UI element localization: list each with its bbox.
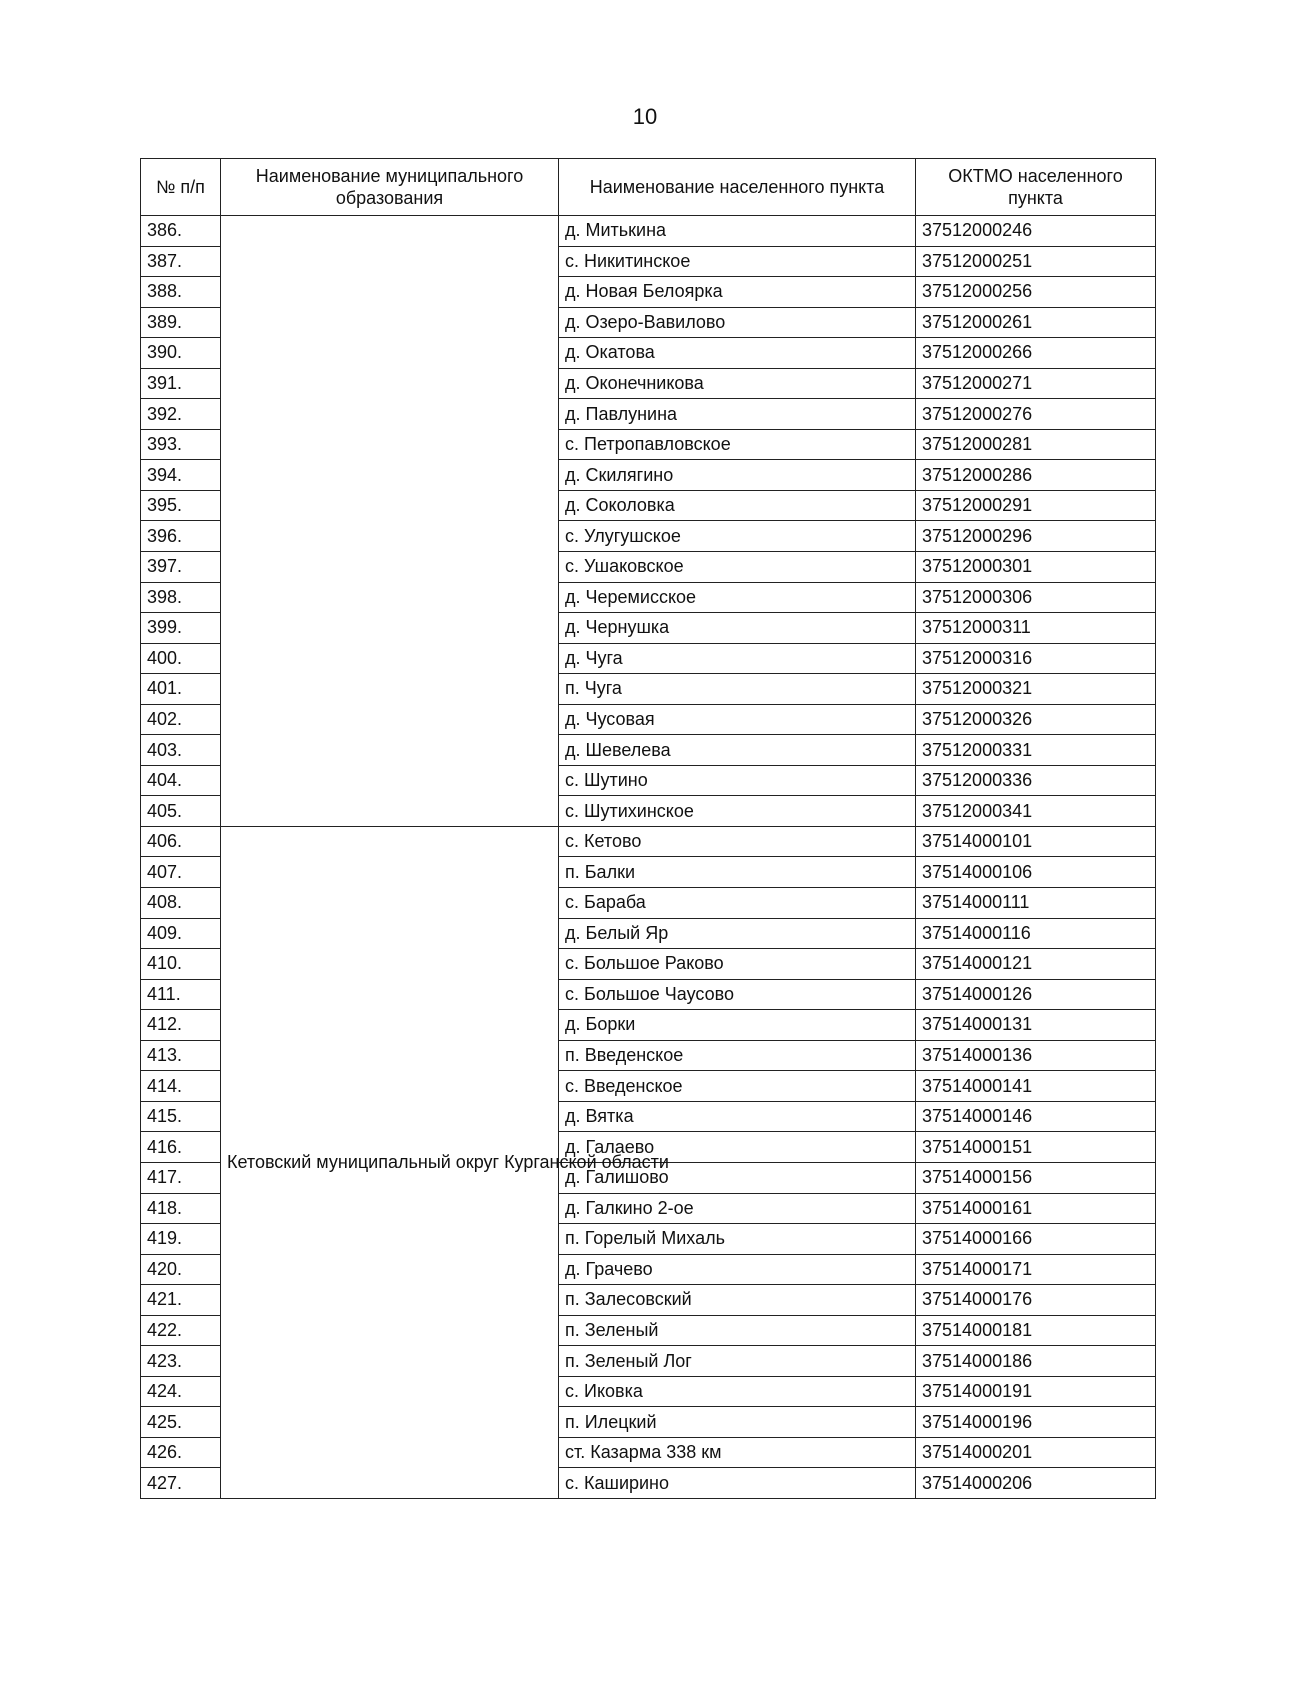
oktmo-code: 37512000291: [916, 490, 1156, 521]
oktmo-code: 37514000181: [916, 1315, 1156, 1346]
row-number: 393.: [141, 429, 221, 460]
oktmo-code: 37514000191: [916, 1376, 1156, 1407]
row-number: 409.: [141, 918, 221, 949]
row-number: 387.: [141, 246, 221, 277]
oktmo-code: 37512000336: [916, 765, 1156, 796]
settlement-name: д. Борки: [559, 1010, 916, 1041]
oktmo-code: 37512000246: [916, 216, 1156, 247]
row-number: 397.: [141, 552, 221, 583]
table-body: [141, 216, 1156, 1499]
settlement-name: с. Большое Раково: [559, 949, 916, 980]
table-header: [141, 159, 1156, 216]
municipality-cell: [221, 216, 559, 827]
row-number: 418.: [141, 1193, 221, 1224]
settlement-name: д. Скилягино: [559, 460, 916, 491]
settlement-name: д. Вятка: [559, 1101, 916, 1132]
settlement-name: д. Павлунина: [559, 399, 916, 430]
row-number: 425.: [141, 1407, 221, 1438]
settlement-name: п. Залесовский: [559, 1285, 916, 1316]
row-number: 427.: [141, 1468, 221, 1499]
settlement-name: д. Чусовая: [559, 704, 916, 735]
settlement-name: с. Петропавловское: [559, 429, 916, 460]
settlement-name: д. Грачево: [559, 1254, 916, 1285]
oktmo-code: 37514000166: [916, 1224, 1156, 1255]
oktmo-code: 37514000126: [916, 979, 1156, 1010]
oktmo-code: 37512000311: [916, 613, 1156, 644]
header-oktmo: ОКТМО населенного пункта: [916, 159, 1156, 216]
row-number: 394.: [141, 460, 221, 491]
row-number: 391.: [141, 368, 221, 399]
row-number: 392.: [141, 399, 221, 430]
settlement-name: д. Озеро-Вавилово: [559, 307, 916, 338]
row-number: 416.: [141, 1132, 221, 1163]
oktmo-code: 37512000266: [916, 338, 1156, 369]
oktmo-code: 37514000171: [916, 1254, 1156, 1285]
settlement-name: ст. Казарма 338 км: [559, 1437, 916, 1468]
oktmo-code: 37512000321: [916, 674, 1156, 705]
settlement-name: с. Введенское: [559, 1071, 916, 1102]
row-number: 401.: [141, 674, 221, 705]
oktmo-code: 37514000111: [916, 888, 1156, 919]
row-number: 398.: [141, 582, 221, 613]
row-number: 396.: [141, 521, 221, 552]
row-number: 423.: [141, 1346, 221, 1377]
settlement-name: д. Соколовка: [559, 490, 916, 521]
settlement-name: с. Большое Чаусово: [559, 979, 916, 1010]
oktmo-code: 37514000136: [916, 1040, 1156, 1071]
municipality-cell: Кетовский муниципальный округ Курганской области: [221, 826, 559, 1498]
oktmo-code: 37514000141: [916, 1071, 1156, 1102]
oktmo-code: 37514000121: [916, 949, 1156, 980]
oktmo-code: 37512000251: [916, 246, 1156, 277]
row-number: 399.: [141, 613, 221, 644]
oktmo-code: 37514000101: [916, 826, 1156, 857]
settlement-name: п. Балки: [559, 857, 916, 888]
row-number: 424.: [141, 1376, 221, 1407]
settlement-name: д. Галишово: [559, 1162, 916, 1193]
row-number: 412.: [141, 1010, 221, 1041]
oktmo-code: 37512000256: [916, 277, 1156, 308]
oktmo-code: 37512000326: [916, 704, 1156, 735]
oktmo-code: 37514000186: [916, 1346, 1156, 1377]
settlement-name: д. Галаево: [559, 1132, 916, 1163]
oktmo-code: 37512000296: [916, 521, 1156, 552]
row-number: 415.: [141, 1101, 221, 1132]
row-number: 414.: [141, 1071, 221, 1102]
row-number: 405.: [141, 796, 221, 827]
oktmo-code: 37512000271: [916, 368, 1156, 399]
row-number: 388.: [141, 277, 221, 308]
row-number: 421.: [141, 1285, 221, 1316]
settlement-name: с. Никитинское: [559, 246, 916, 277]
row-number: 411.: [141, 979, 221, 1010]
oktmo-code: 37514000151: [916, 1132, 1156, 1163]
row-number: 389.: [141, 307, 221, 338]
oktmo-code: 37514000131: [916, 1010, 1156, 1041]
table-row: [141, 826, 1156, 857]
oktmo-code: 37514000116: [916, 918, 1156, 949]
settlement-name: д. Чернушка: [559, 613, 916, 644]
oktmo-code: 37514000176: [916, 1285, 1156, 1316]
oktmo-code: 37514000201: [916, 1437, 1156, 1468]
row-number: 420.: [141, 1254, 221, 1285]
settlement-name: д. Шевелева: [559, 735, 916, 766]
row-number: 390.: [141, 338, 221, 369]
oktmo-code: 37514000146: [916, 1101, 1156, 1132]
oktmo-code: 37512000301: [916, 552, 1156, 583]
settlement-name: с. Шутихинское: [559, 796, 916, 827]
row-number: 406.: [141, 826, 221, 857]
settlement-name: д. Оконечникова: [559, 368, 916, 399]
header-municipality: Наименование муниципального образования: [221, 159, 559, 216]
oktmo-code: 37512000341: [916, 796, 1156, 827]
oktmo-code: 37512000306: [916, 582, 1156, 613]
settlement-name: с. Бараба: [559, 888, 916, 919]
row-number: 417.: [141, 1162, 221, 1193]
settlement-name: с. Каширино: [559, 1468, 916, 1499]
oktmo-code: 37514000161: [916, 1193, 1156, 1224]
settlement-name: п. Чуга: [559, 674, 916, 705]
row-number: 419.: [141, 1224, 221, 1255]
settlement-name: д. Белый Яр: [559, 918, 916, 949]
settlements-table: [140, 158, 1156, 1499]
oktmo-code: 37512000281: [916, 429, 1156, 460]
settlement-name: д. Новая Белоярка: [559, 277, 916, 308]
row-number: 395.: [141, 490, 221, 521]
header-row: [141, 159, 1156, 216]
settlement-name: п. Горелый Михаль: [559, 1224, 916, 1255]
settlement-name: д. Черемисское: [559, 582, 916, 613]
settlement-name: с. Шутино: [559, 765, 916, 796]
oktmo-code: 37512000261: [916, 307, 1156, 338]
oktmo-code: 37514000106: [916, 857, 1156, 888]
row-number: 410.: [141, 949, 221, 980]
row-number: 404.: [141, 765, 221, 796]
settlement-name: с. Ушаковское: [559, 552, 916, 583]
settlement-name: п. Илецкий: [559, 1407, 916, 1438]
oktmo-code: 37512000316: [916, 643, 1156, 674]
settlement-name: п. Зеленый: [559, 1315, 916, 1346]
row-number: 426.: [141, 1437, 221, 1468]
header-settlement: Наименование населенного пункта: [559, 159, 916, 216]
header-num: № п/п: [141, 159, 221, 216]
row-number: 407.: [141, 857, 221, 888]
row-number: 386.: [141, 216, 221, 247]
settlement-name: д. Окатова: [559, 338, 916, 369]
settlement-name: п. Зеленый Лог: [559, 1346, 916, 1377]
table-row: [141, 216, 1156, 247]
row-number: 422.: [141, 1315, 221, 1346]
row-number: 402.: [141, 704, 221, 735]
oktmo-code: 37512000276: [916, 399, 1156, 430]
oktmo-code: 37514000196: [916, 1407, 1156, 1438]
settlement-name: д. Чуга: [559, 643, 916, 674]
row-number: 403.: [141, 735, 221, 766]
row-number: 400.: [141, 643, 221, 674]
oktmo-code: 37512000286: [916, 460, 1156, 491]
settlement-name: п. Введенское: [559, 1040, 916, 1071]
settlement-name: с. Кетово: [559, 826, 916, 857]
settlement-name: д. Митькина: [559, 216, 916, 247]
page-number: 10: [632, 104, 658, 129]
settlement-name: с. Иковка: [559, 1376, 916, 1407]
oktmo-code: 37512000331: [916, 735, 1156, 766]
row-number: 413.: [141, 1040, 221, 1071]
settlement-name: д. Галкино 2-ое: [559, 1193, 916, 1224]
row-number: 408.: [141, 888, 221, 919]
oktmo-code: 37514000156: [916, 1162, 1156, 1193]
oktmo-code: 37514000206: [916, 1468, 1156, 1499]
settlement-name: с. Улугушское: [559, 521, 916, 552]
